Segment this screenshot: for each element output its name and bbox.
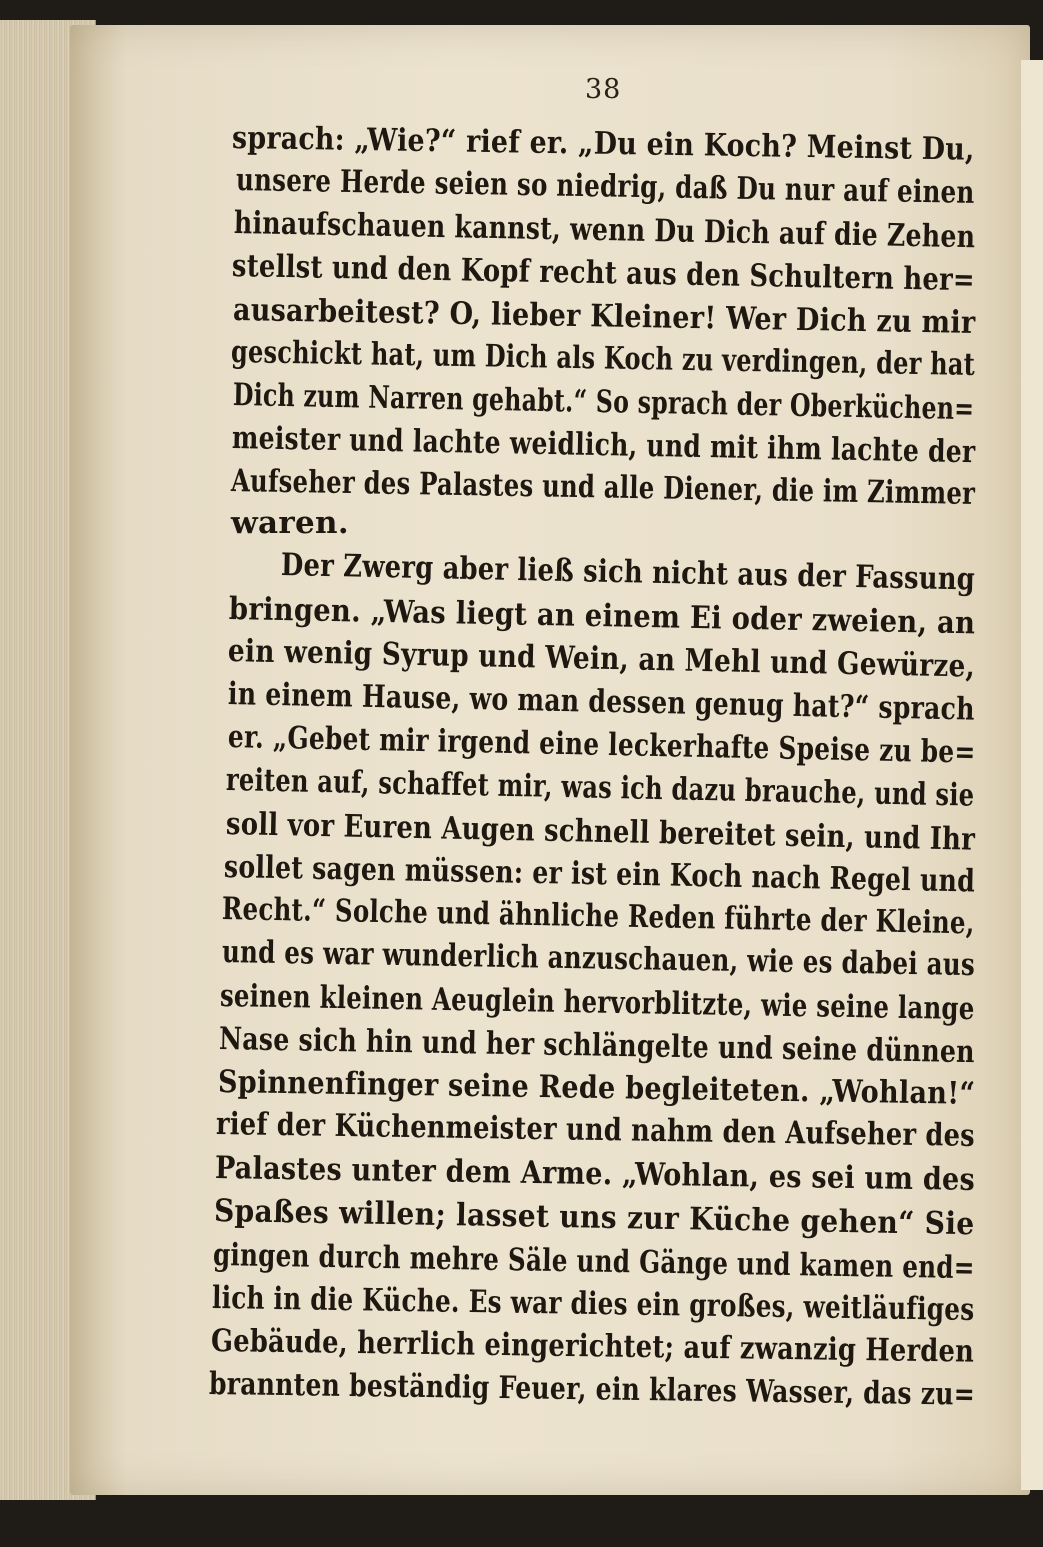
text-line: Spaßes willen; lasset uns zur Küche gehen“ Sie xyxy=(213,1193,975,1243)
text-line: rief der Küchenmeister und nahm den Aufseher des xyxy=(215,1106,976,1154)
text-line: stellst und den Kopf recht aus den Schultern her= xyxy=(231,248,976,299)
text-line: Nase sich hin und her schlängelte und seine dünnen xyxy=(218,1021,976,1071)
text-line: Der Zwerg aber ließ sich nicht aus der Fassung xyxy=(280,547,976,598)
text-line: lich in die Küche. Es war dies ein großes, weitläufiges xyxy=(211,1280,975,1328)
text-line: ein wenig Syrup und Wein, an Mehl und Gewürze, xyxy=(227,633,976,685)
text-line: Gebäude, herrlich eingerichtet; auf zwanzig Herden xyxy=(210,1323,975,1370)
text-line: Palastes unter dem Arme. „Wohlan, es sei um des xyxy=(214,1150,976,1198)
text-line: unsere Herde seien so niedrig, daß Du nur auf einen xyxy=(235,162,975,211)
text-line: geschickt hat, um Dich als Koch zu verdingen, der hat xyxy=(230,334,976,383)
text-line: hinaufschauen kannst, wenn Du Dich auf die Zehen xyxy=(233,205,976,256)
text-line: reiten auf, schaffet mir, was ich dazu brauche, und sie xyxy=(225,762,975,814)
text-line: in einem Hause, wo man dessen genug hat?“ sprach xyxy=(227,676,976,728)
text-line: er. „Gebet mir irgend eine leckerhafte Speise zu be= xyxy=(227,719,976,771)
page-number: 38 xyxy=(585,74,622,105)
text-line: brannten beständig Feuer, ein klares Wasser, das zu= xyxy=(208,1366,976,1413)
text-line: seinen kleinen Aeuglein hervorblitzte, wie seine lange xyxy=(219,978,975,1028)
text-line: gingen durch mehre Säle und Gänge und kamen end= xyxy=(212,1237,976,1287)
text-line: waren. xyxy=(231,505,349,541)
text-line: Aufseher des Palastes und alle Diener, die im Zimmer xyxy=(230,463,976,512)
text-line: und es war wunderlich anzuschauen, wie es dabei aus xyxy=(221,934,976,984)
text-line: ausarbeitest? O, lieber Kleiner! Wer Dich zu mir xyxy=(232,292,976,341)
text-line: Dich zum Narren gehabt.“ So sprach der Oberküchen= xyxy=(232,377,975,428)
text-line: soll vor Euren Augen schnell bereitet sein, und Ihr xyxy=(225,806,976,858)
text-line: bringen. „Was liegt an einem Ei oder zweien, an xyxy=(228,591,976,642)
text-line: meister und lachte weidlich, und mit ihm lachte der xyxy=(231,420,976,471)
text-line: Recht.“ Solche und ähnliche Reden führte der Kleine, xyxy=(221,891,975,942)
text-line: Spinnenfinger seine Rede begleiteten. „Wohlan!“ xyxy=(217,1064,976,1112)
text-line: sollet sagen müssen: er ist ein Koch nach Regel und xyxy=(223,849,976,900)
text-line: sprach: „Wie?“ rief er. „Du ein Koch? Meinst Du, xyxy=(231,120,975,168)
